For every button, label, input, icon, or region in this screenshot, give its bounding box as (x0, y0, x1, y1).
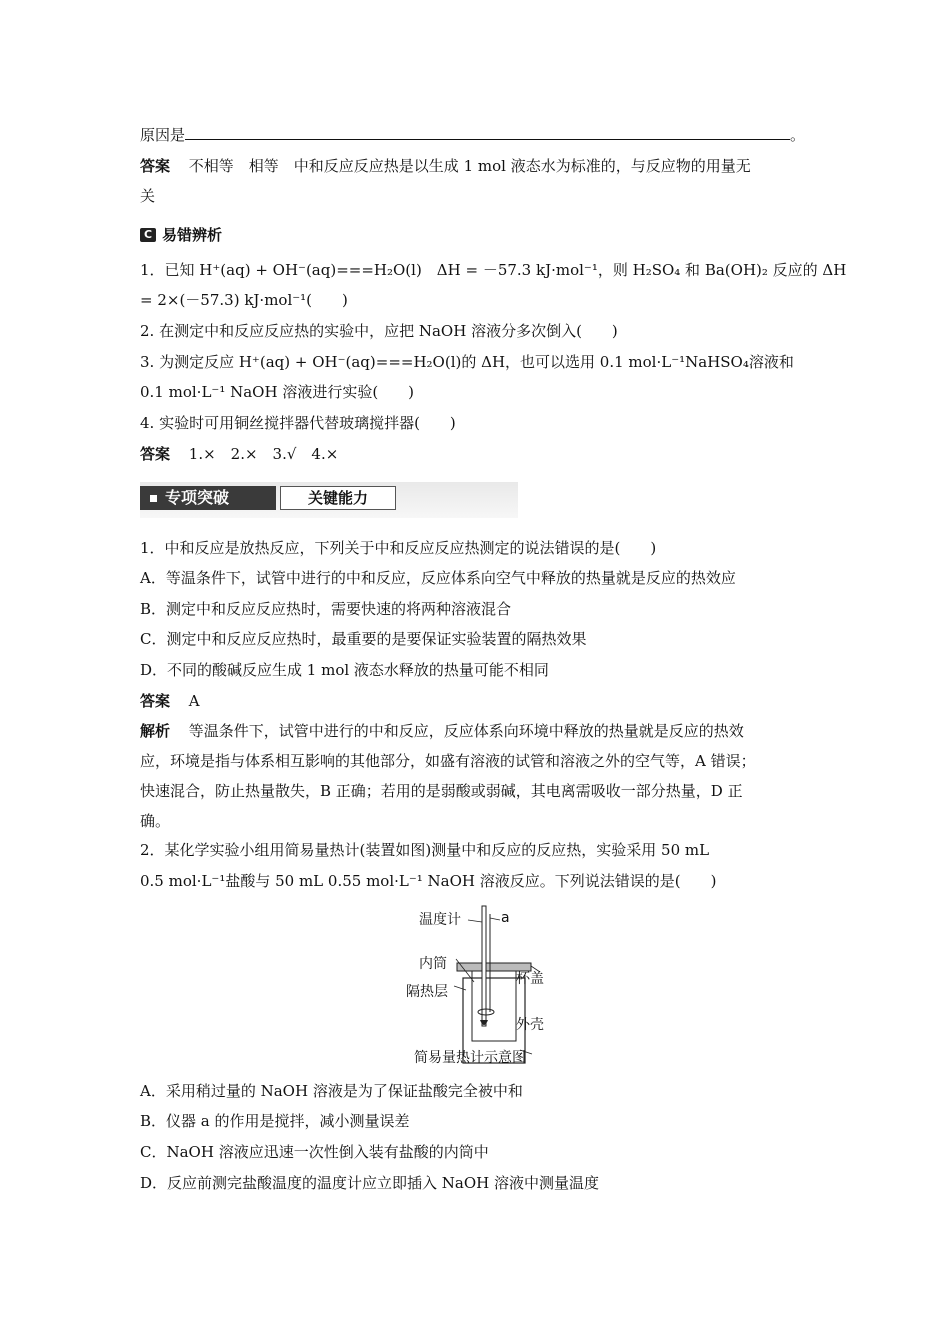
q2-option-a: A．采用稍过量的 NaOH 溶液是为了保证盐酸完全被中和 (140, 1082, 523, 1100)
leader-a (490, 918, 500, 920)
error-item-1: 1．已知 H⁺(aq) + OH⁻(aq)===H₂O(l) ΔH = －57.3 kJ·mol⁻¹，则 H₂SO₄ 和 Ba(OH)₂ 反应的 ΔH (140, 261, 847, 279)
q1-option-d: D．不同的酸碱反应生成 1 mol 液态水释放的热量可能不相同 (140, 661, 549, 679)
leader-thermometer (468, 920, 482, 922)
q2-option-c: C．NaOH 溶液应迅速一次性倒入装有盐酸的内筒中 (140, 1143, 489, 1161)
answer-text-cont: 关 (140, 187, 156, 205)
q1-stem: 1．中和反应是放热反应，下列关于中和反应反应热测定的说法错误的是( ) (140, 539, 657, 557)
error-item-3-cont: 0.1 mol·L⁻¹ NaOH 溶液进行实验( ) (140, 383, 415, 401)
label-thermometer: 温度计 (419, 912, 461, 928)
q1-answer-line (140, 691, 200, 711)
answer-label: 答案 (140, 157, 171, 175)
square-icon (150, 495, 157, 502)
reason-suffix: 。 (790, 126, 806, 144)
section-banner (140, 482, 518, 518)
label-lid: 杯盖 (516, 971, 544, 987)
q1-analysis-text: 等温条件下，试管中进行的中和反应，反应体系向环境中释放的热量就是反应的热效 (188, 722, 744, 740)
error-item-2: 2. 在测定中和反应反应热的实验中，应把 NaOH 溶液分多次倒入( ) (140, 322, 618, 340)
inner-cylinder (472, 971, 516, 1041)
q1-option-a: A．等温条件下，试管中进行的中和反应，反应体系向空气中释放的热量就是反应的热效应 (140, 569, 736, 587)
q1-option-b: B．测定中和反应反应热时，需要快速的将两种溶液混合 (140, 600, 512, 618)
answer-blank (185, 125, 790, 140)
leader-insulation (454, 986, 466, 990)
banner-sub-label: 关键能力 (280, 486, 396, 510)
error-item-4: 4. 实验时可用铜丝搅拌器代替玻璃搅拌器( ) (140, 414, 456, 432)
error-section-heading (140, 224, 222, 245)
error-answer-line (140, 444, 338, 464)
q2-option-b: B．仪器 a 的作用是搅拌，减小测量误差 (140, 1112, 410, 1130)
error-item-3: 3. 为测定反应 H⁺(aq) + OH⁻(aq)===H₂O(l)的 ΔH，也可以选用 0.1 mol·L⁻¹NaHSO₄溶液和 (140, 353, 794, 371)
banner-main (140, 486, 276, 510)
reason-line (140, 125, 805, 145)
thermometer-bulb (480, 1020, 488, 1025)
q1-analysis-line-1 (140, 721, 744, 741)
answer-text: 不相等 相等 中和反应反应热是以生成 1 mol 液态水为标准的，与反应物的用量无 (188, 157, 751, 175)
figure-caption: 简易量热计示意图 (414, 1050, 526, 1066)
q1-analysis-line-4: 确。 (140, 812, 171, 830)
section-title: 易错辨析 (162, 226, 223, 244)
q1-answer: A (188, 692, 200, 710)
label-a: a (501, 910, 510, 926)
analysis-label: 解析 (140, 722, 171, 740)
banner-main-label: 专项突破 (165, 488, 230, 507)
reason-prefix: 原因是 (140, 126, 186, 144)
label-insulation: 隔热层 (406, 984, 448, 1000)
label-shell: 外壳 (516, 1017, 544, 1033)
q2-stem-cont: 0.5 mol·L⁻¹盐酸与 50 mL 0.55 mol·L⁻¹ NaOH 溶液反应。下列说法错误的是( ) (140, 872, 717, 890)
top-answer-line (140, 156, 751, 176)
label-inner: 内筒 (419, 956, 447, 972)
q2-option-d: D．反应前测完盐酸温度的温度计应立即插入 NaOH 溶液中测量温度 (140, 1174, 600, 1192)
error-answer-text: 1.× 2.× 3.√ 4.× (188, 445, 339, 463)
q1-option-c: C．测定中和反应反应热时，最重要的是要保证实验装置的隔热效果 (140, 630, 587, 648)
q2-stem: 2．某化学实验小组用简易量热计(装置如图)测量中和反应的反应热，实验采用 50 mL (140, 841, 710, 859)
thermometer (482, 906, 486, 1026)
section-c-icon: C (140, 228, 156, 242)
error-item-1-cont: = 2×(－57.3) kJ·mol⁻¹( ) (140, 291, 348, 309)
answer-label: 答案 (140, 692, 171, 710)
answer-label: 答案 (140, 445, 171, 463)
q1-analysis-line-3: 快速混合，防止热量散失，B 正确；若用的是弱酸或弱碱，其电离需吸收一部分热量，D 正 (140, 782, 743, 800)
q1-analysis-line-2: 应，环境是指与体系相互影响的其他部分，如盛有溶液的试管和溶液之外的空气等，A 错误； (140, 752, 756, 770)
